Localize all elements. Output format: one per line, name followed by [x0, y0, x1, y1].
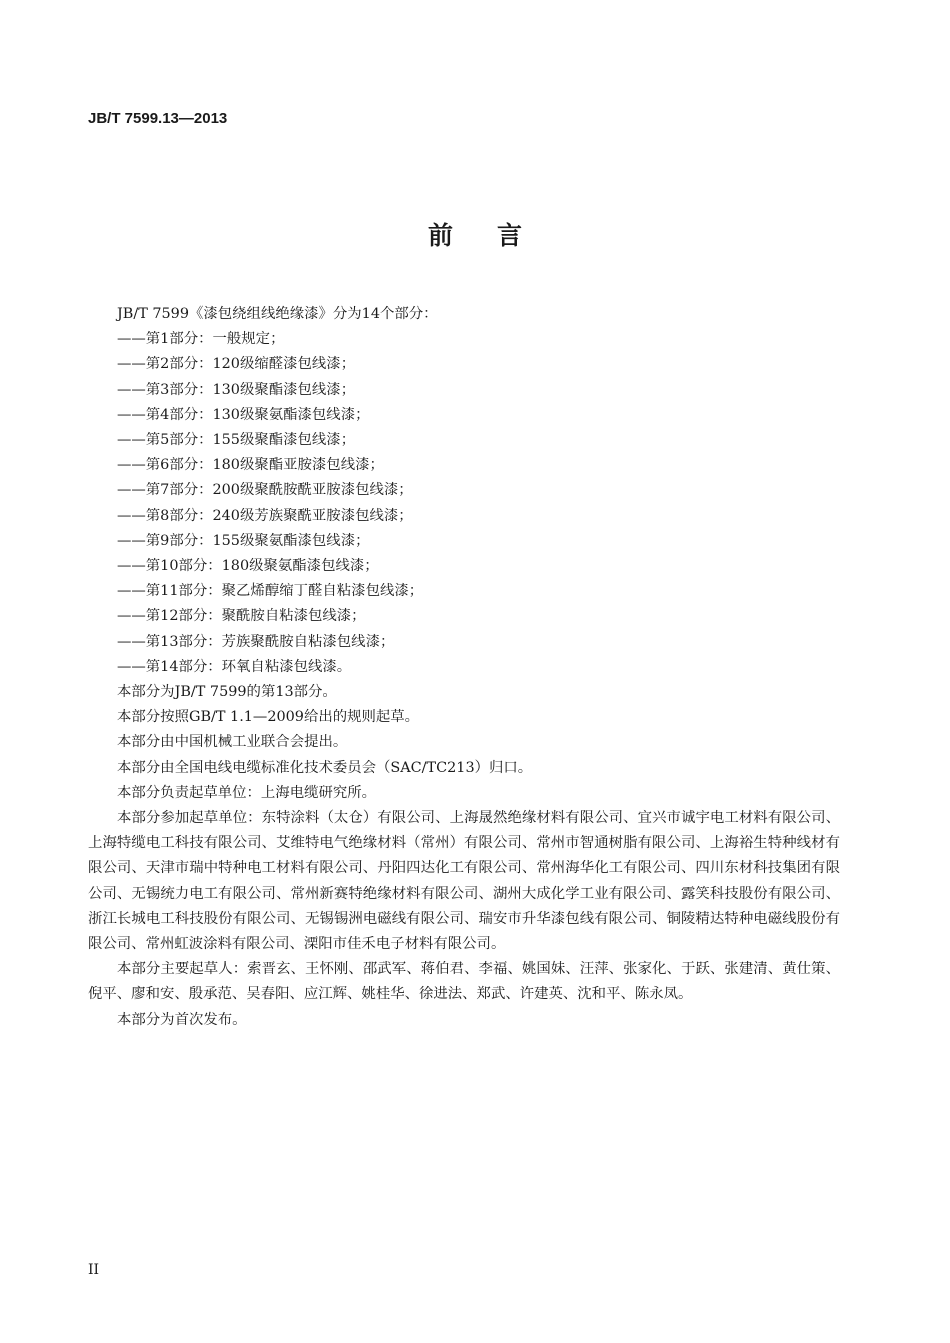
- list-item: ——第7部分：200级聚酰胺酰亚胺漆包线漆；: [117, 482, 413, 499]
- list-item: ——第12部分：聚酰胺自粘漆包线漆；: [117, 608, 366, 625]
- list-item: ——第2部分：120级缩醛漆包线漆；: [117, 356, 356, 373]
- participating-units-paragraph: 本部分参加起草单位：东特涂料（太仓）有限公司、上海晟然绝缘材料有限公司、宜兴市诚宇电工材料有限公司、上海特缆电工科技有限公司、艾维特电气绝缘材料（常州）有限公司、常州市智通树脂有限公司、上海裕生特种线材有限公司、天津市瑞中特种电工材料有限公司、丹阳四达化工有限公司、常州海华化工有限公司、四川东材科技集团有限公司、无锡统力电工有限公司、常州新赛特绝缘材料有限公司、湖州大成化学工业有限公司、露笑科技股份有限公司、浙江长城电工科技股份有限公司、无锡锡洲电磁线有限公司、瑞安市升华漆包线有限公司、铜陵精达特种电磁线股份有限公司、常州虹波涂料有限公司、溧阳市佳禾电子材料有限公司。: [88, 810, 840, 953]
- page-number: II: [88, 1262, 100, 1278]
- list-item: ——第13部分：芳族聚酰胺自粘漆包线漆；: [117, 633, 395, 650]
- statement-responsible-unit: 本部分负责起草单位：上海电缆研究所。: [117, 784, 377, 801]
- list-item: ——第14部分：环氧自粘漆包线漆。: [117, 658, 352, 675]
- document-code: JB/T 7599.13—2013: [88, 110, 228, 127]
- list-item: ——第1部分：一般规定；: [117, 331, 285, 348]
- foreword-body: [88, 302, 840, 1033]
- list-item: ——第9部分：155级聚氨酯漆包线漆；: [117, 532, 370, 549]
- statement-proposer: 本部分由中国机械工业联合会提出。: [117, 734, 348, 751]
- list-item: ——第6部分：180级聚酯亚胺漆包线漆；: [117, 457, 384, 474]
- statement-part-number: 本部分为JB/T 7599的第13部分。: [117, 684, 337, 701]
- intro-line: JB/T 7599《漆包绕组线绝缘漆》分为14个部分：: [117, 306, 438, 322]
- list-item: ——第4部分：130级聚氨酯漆包线漆；: [117, 406, 370, 423]
- list-item: ——第8部分：240级芳族聚酰亚胺漆包线漆；: [117, 507, 413, 524]
- statement-drafting-rules: 本部分按照GB/T 1.1—2009给出的规则起草。: [117, 709, 420, 726]
- statement-technical-committee: 本部分由全国电线电缆标准化技术委员会（SAC/TC213）归口。: [117, 759, 533, 776]
- main-drafters-paragraph: 本部分主要起草人：索晋玄、王怀刚、邵武军、蒋伯君、李福、姚国妹、汪萍、张家化、于跃、张建清、黄仕策、倪平、廖和安、殷承范、吴春阳、应江辉、姚桂华、徐进法、郑武、许建英、沈和平、陈永凤。: [88, 961, 840, 1003]
- parts-list: [88, 327, 840, 680]
- list-item: ——第3部分：130级聚酯漆包线漆；: [117, 381, 356, 398]
- list-item: ——第11部分：聚乙烯醇缩丁醛自粘漆包线漆；: [117, 583, 424, 600]
- page-title: 前言: [427, 221, 566, 250]
- list-item: ——第10部分：180级聚氨酯漆包线漆；: [117, 558, 379, 575]
- list-item: ——第5部分：155级聚酯漆包线漆；: [117, 432, 356, 449]
- first-release-statement: 本部分为首次发布。: [117, 1011, 247, 1028]
